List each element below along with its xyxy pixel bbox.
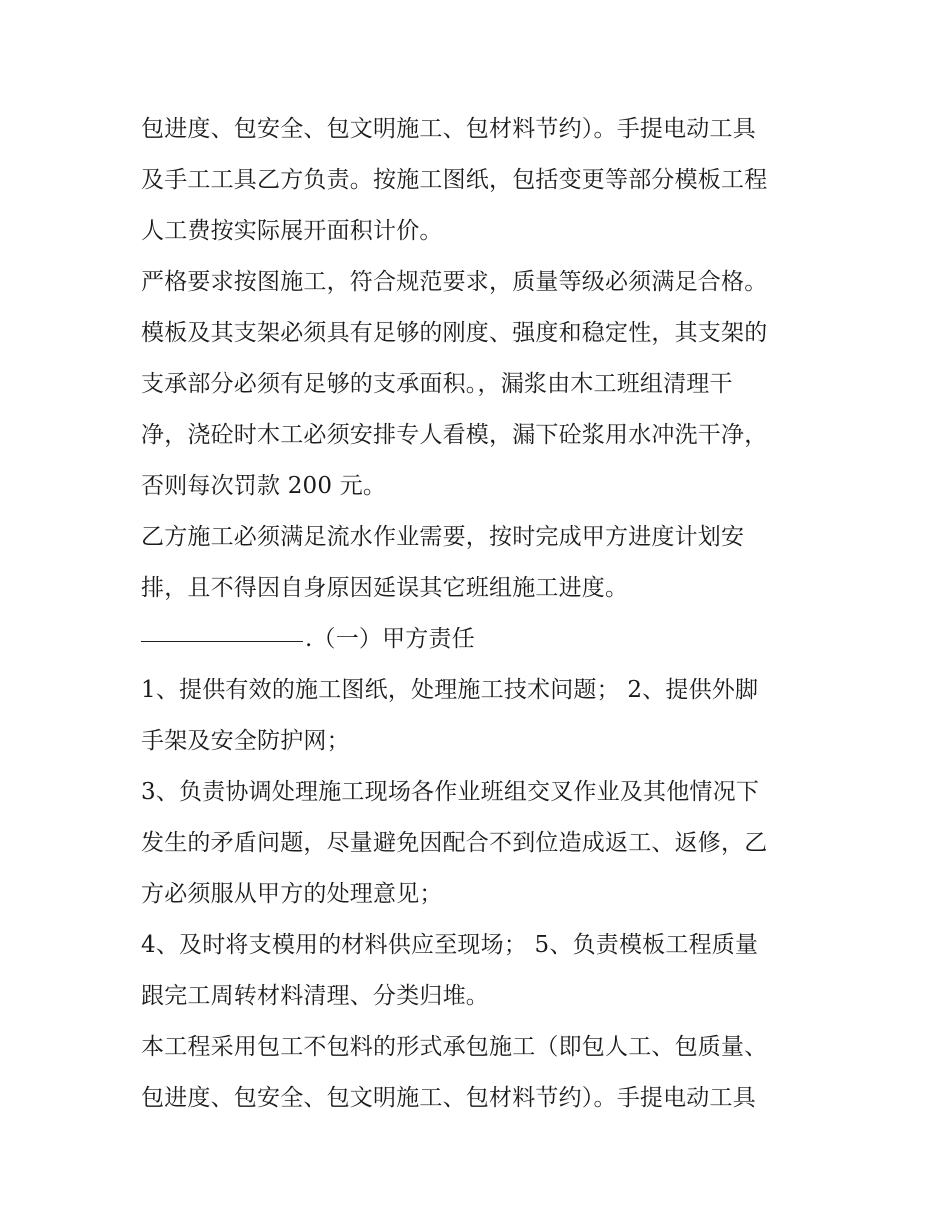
text-line: 否则每次罚款 200 元。 <box>141 473 387 499</box>
text-line: 1、提供有效的施工图纸，处理施工技术问题； 2、提供外脚 <box>141 677 759 703</box>
text-line: 本工程采用包工不包料的形式承包施工（即包人工、包质量、 <box>141 1034 768 1060</box>
text-line: 支承部分必须有足够的支承面积。，漏浆由木工班组清理干 <box>141 371 733 397</box>
fill-in-blank <box>141 640 303 642</box>
text-line: 跟完工周转材料清理、分类归堆。 <box>141 983 489 1009</box>
text-line: 人工费按实际展开面积计价。 <box>141 218 443 244</box>
text-line: 及手工工具乙方负责。按施工图纸，包括变更等部分模板工程 <box>141 167 768 193</box>
text-line: 包进度、包安全、包文明施工、包材料节约）。手提电动工具 <box>141 1085 756 1111</box>
text-line: 排，且不得因自身原因延误其它班组施工进度。 <box>141 575 629 601</box>
document-body <box>141 104 821 1124</box>
section-heading: .（一）甲方责任 <box>305 626 475 652</box>
text-line: 方必须服从甲方的处理意见； <box>141 881 443 907</box>
text-line: 净，浇砼时木工必须安排专人看模，漏下砼浆用水冲洗干净， <box>141 422 768 448</box>
section-heading-line <box>141 614 821 665</box>
text-line: 严格要求按图施工，符合规范要求，质量等级必须满足合格。 <box>141 269 768 295</box>
text-line: 乙方施工必须满足流水作业需要，按时完成甲方进度计划安 <box>141 524 745 550</box>
text-line: 3、负责协调处理施工现场各作业班组交叉作业及其他情况下 <box>141 779 760 805</box>
text-line: 手架及安全防护网； <box>141 728 350 754</box>
text-line: 包进度、包安全、包文明施工、包材料节约）。手提电动工具 <box>141 116 756 142</box>
text-line: 4、及时将支模用的材料供应至现场； 5、负责模板工程质量 <box>141 932 759 958</box>
text-line: 模板及其支架必须具有足够的刚度、强度和稳定性，其支架的 <box>141 320 768 346</box>
text-line: 发生的矛盾问题，尽量避免因配合不到位造成返工、返修，乙 <box>141 830 768 856</box>
